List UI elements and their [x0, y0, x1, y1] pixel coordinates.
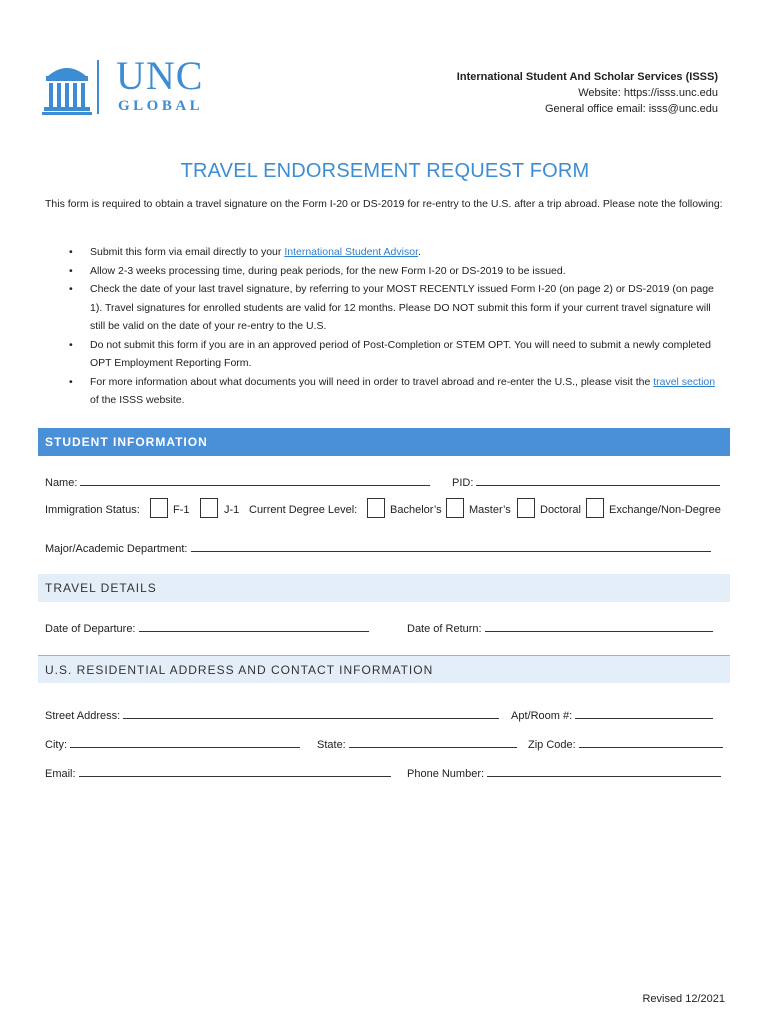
- pid-row: [452, 474, 720, 490]
- advisor-link[interactable]: International Student Advisor: [284, 246, 418, 258]
- bullet-icon: •: [69, 264, 73, 277]
- immigration-status-label: Immigration Status:: [45, 504, 140, 516]
- doctoral-label: Doctoral: [540, 504, 581, 516]
- apt-field[interactable]: [575, 707, 713, 719]
- major-field[interactable]: [191, 540, 711, 552]
- f1-checkbox[interactable]: [150, 498, 168, 518]
- phone-field[interactable]: [487, 765, 721, 777]
- apt-row: [511, 707, 713, 723]
- street-field[interactable]: [123, 707, 499, 719]
- departure-label: Date of Departure:: [45, 623, 136, 635]
- zip-label: Zip Code:: [528, 739, 576, 751]
- street-label: Street Address:: [45, 710, 121, 722]
- degree-level-label: Current Degree Level:: [249, 504, 358, 516]
- return-row: [407, 620, 713, 636]
- section-header-address: U.S. RESIDENTIAL ADDRESS AND CONTACT INFORMATION: [38, 655, 730, 683]
- old-well-icon: [42, 60, 92, 116]
- masters-label: Master’s: [469, 504, 511, 516]
- email-field[interactable]: [79, 765, 391, 777]
- list-item: • Do not submit this form if you are in an approved period of Post-Completion or STEM OPT. You will need to submit a newly completed OPT Employment Reporting Form.: [45, 336, 725, 373]
- bullet-icon: •: [69, 375, 73, 388]
- contact-block: [457, 69, 718, 117]
- return-field[interactable]: [485, 620, 713, 632]
- street-row: [45, 707, 499, 723]
- intro-paragraph: This form is required to obtain a travel signature on the Form I-20 or DS-2019 for re-entry to the U.S. after a trip abroad. Please note the following:: [45, 198, 723, 210]
- travel-section-link[interactable]: travel section: [653, 375, 716, 388]
- website-line: Website: https://isss.unc.edu: [578, 87, 718, 99]
- pid-label: PID:: [452, 477, 474, 489]
- email-row: [45, 765, 391, 781]
- zip-field[interactable]: [579, 736, 723, 748]
- apt-label: Apt/Room #:: [511, 710, 573, 722]
- departure-row: [45, 620, 369, 636]
- state-label: State:: [317, 739, 346, 751]
- name-row: [45, 474, 430, 490]
- state-row: [317, 736, 517, 752]
- state-field[interactable]: [349, 736, 517, 748]
- email-line: General office email: isss@unc.edu: [545, 103, 718, 115]
- masters-checkbox[interactable]: [446, 498, 464, 518]
- logo-text-global: GLOBAL: [118, 98, 204, 114]
- major-label: Major/Academic Department:: [45, 543, 188, 555]
- pid-field[interactable]: [476, 474, 720, 486]
- doctoral-checkbox[interactable]: [517, 498, 535, 518]
- j1-checkbox[interactable]: [200, 498, 218, 518]
- exchange-label: Exchange/Non-Degree: [609, 504, 721, 516]
- logo-divider: [97, 60, 99, 114]
- name-label: Name:: [45, 477, 78, 489]
- bullet-icon: •: [69, 338, 73, 351]
- instructions-list: [45, 243, 725, 410]
- j1-label: J-1: [224, 504, 240, 516]
- departure-field[interactable]: [139, 620, 369, 632]
- bullet-icon: •: [69, 246, 73, 258]
- org-name: International Student And Scholar Services (ISSS): [456, 71, 718, 83]
- major-row: [45, 540, 711, 556]
- city-row: [45, 736, 300, 752]
- zip-row: [528, 736, 723, 752]
- bachelors-checkbox[interactable]: [367, 498, 385, 518]
- exchange-checkbox[interactable]: [586, 498, 604, 518]
- form-title: TRAVEL ENDORSEMENT REQUEST FORM: [180, 160, 590, 182]
- bullet-icon: •: [69, 283, 73, 295]
- logo-text-unc: UNC: [116, 53, 204, 98]
- f1-label: F-1: [173, 504, 190, 516]
- name-field[interactable]: [80, 474, 430, 486]
- section-header-travel: TRAVEL DETAILS: [38, 574, 730, 602]
- list-item: • Check the date of your last travel signature, by referring to your MOST RECENTLY issued Form I-20 (on page 2) or DS-2019 (on page 1). Travel signatures for enrolled students are valid for 12 months. Please DO NOT submit this form if your current travel signature will still be valid on the date of your re-entry to the U.S.: [45, 280, 725, 336]
- list-item: • Submit this form via email directly to your International Student Advisor.: [45, 243, 725, 262]
- section-header-student: STUDENT INFORMATION: [38, 428, 730, 456]
- phone-label: Phone Number:: [407, 768, 485, 780]
- phone-row: [407, 765, 721, 781]
- city-label: City:: [45, 739, 67, 751]
- return-label: Date of Return:: [407, 623, 482, 635]
- city-field[interactable]: [70, 736, 300, 748]
- list-item: • Allow 2-3 weeks processing time, during peak periods, for the new Form I-20 or DS-2019 to be issued.: [45, 262, 725, 281]
- email-label: Email:: [45, 768, 76, 780]
- bachelors-label: Bachelor’s: [390, 504, 442, 516]
- revised-date: Revised 12/2021: [642, 993, 725, 1005]
- list-item: • For more information about what documents you will need in order to travel abroad and re-enter the U.S., please visit the travel section of the ISSS website.: [45, 373, 725, 410]
